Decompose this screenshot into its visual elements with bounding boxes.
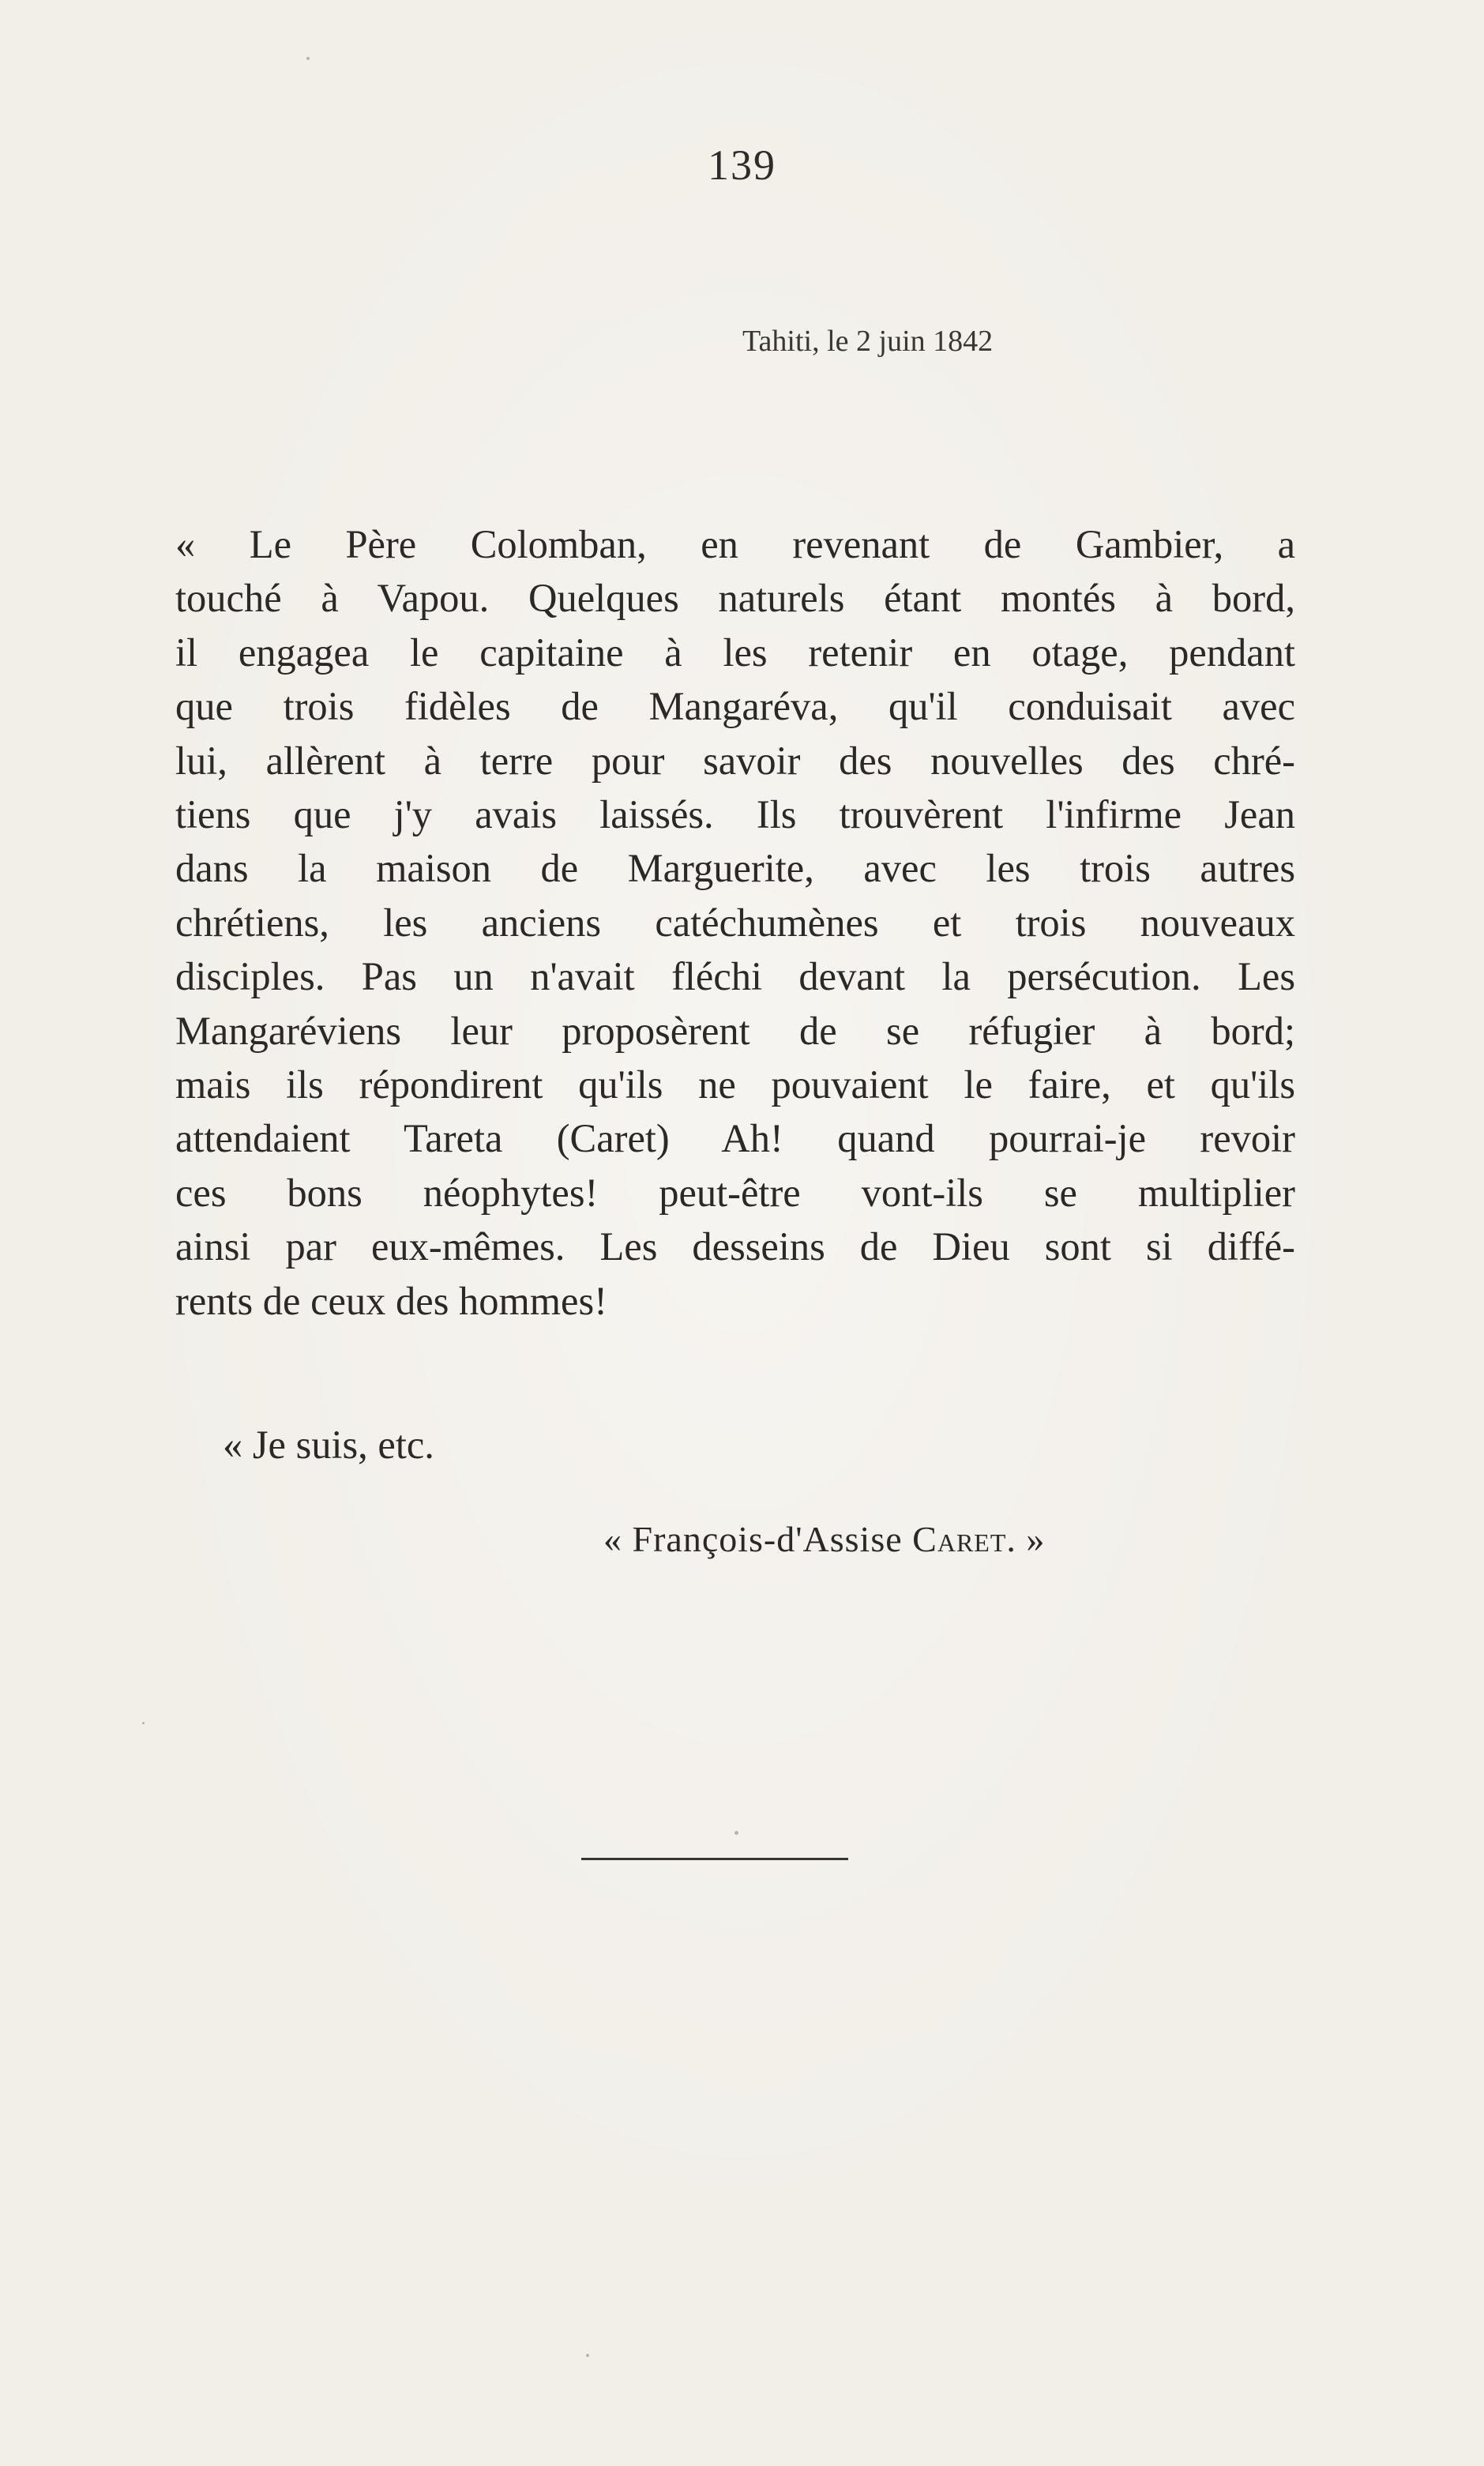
- letter-closing: « Je suis, etc.: [223, 1423, 434, 1467]
- letter-signature: [603, 1518, 1045, 1560]
- text-line: dans la maison de Marguerite, avec les trois autres: [175, 846, 1295, 891]
- signature-surname: Caret.: [912, 1519, 1016, 1559]
- paper-speck: [734, 1831, 738, 1835]
- letter-body-paragraph: [175, 517, 1295, 1328]
- paper-speck: [586, 2354, 589, 2357]
- text-line: Mangaréviens leur proposèrent de se réfugier à bord;: [175, 1008, 1295, 1053]
- text-line: ainsi par eux-mêmes. Les desseins de Dieu sont si diffé-: [175, 1224, 1295, 1269]
- text-line: « Le Père Colomban, en revenant de Gambier, a: [175, 522, 1295, 566]
- text-line: ces bons néophytes! peut-être vont-ils se multiplier: [175, 1170, 1295, 1215]
- text-line: mais ils répondirent qu'ils ne pouvaient le faire, et qu'ils: [175, 1062, 1295, 1107]
- signature-suffix: »: [1016, 1519, 1046, 1559]
- text-line: chrétiens, les anciens catéchumènes et trois nouveaux: [175, 900, 1295, 945]
- text-line: lui, allèrent à terre pour savoir des nouvelles des chré-: [175, 738, 1295, 783]
- paper-speck: [142, 1722, 145, 1724]
- text-line: que trois fidèles de Mangaréva, qu'il conduisait avec: [175, 684, 1295, 729]
- text-line: rents de ceux des hommes!: [175, 1278, 607, 1323]
- text-line: attendaient Tareta (Caret) Ah! quand pourrai-je revoir: [175, 1116, 1295, 1161]
- text-line: touché à Vapou. Quelques naturels étant montés à bord,: [175, 576, 1295, 621]
- page-number: 139: [708, 141, 776, 189]
- text-line: tiens que j'y avais laissés. Ils trouvèrent l'infirme Jean: [175, 792, 1295, 837]
- signature-prefix: « François-d'Assise: [603, 1519, 913, 1559]
- text-line: il engagea le capitaine à les retenir en otage, pendant: [175, 630, 1295, 675]
- letter-dateline: Tahiti, le 2 juin 1842: [742, 325, 994, 358]
- paper-speck: [306, 57, 310, 60]
- end-rule-divider: [581, 1858, 848, 1860]
- text-line: disciples. Pas un n'avait fléchi devant la persécution. Les: [175, 954, 1295, 999]
